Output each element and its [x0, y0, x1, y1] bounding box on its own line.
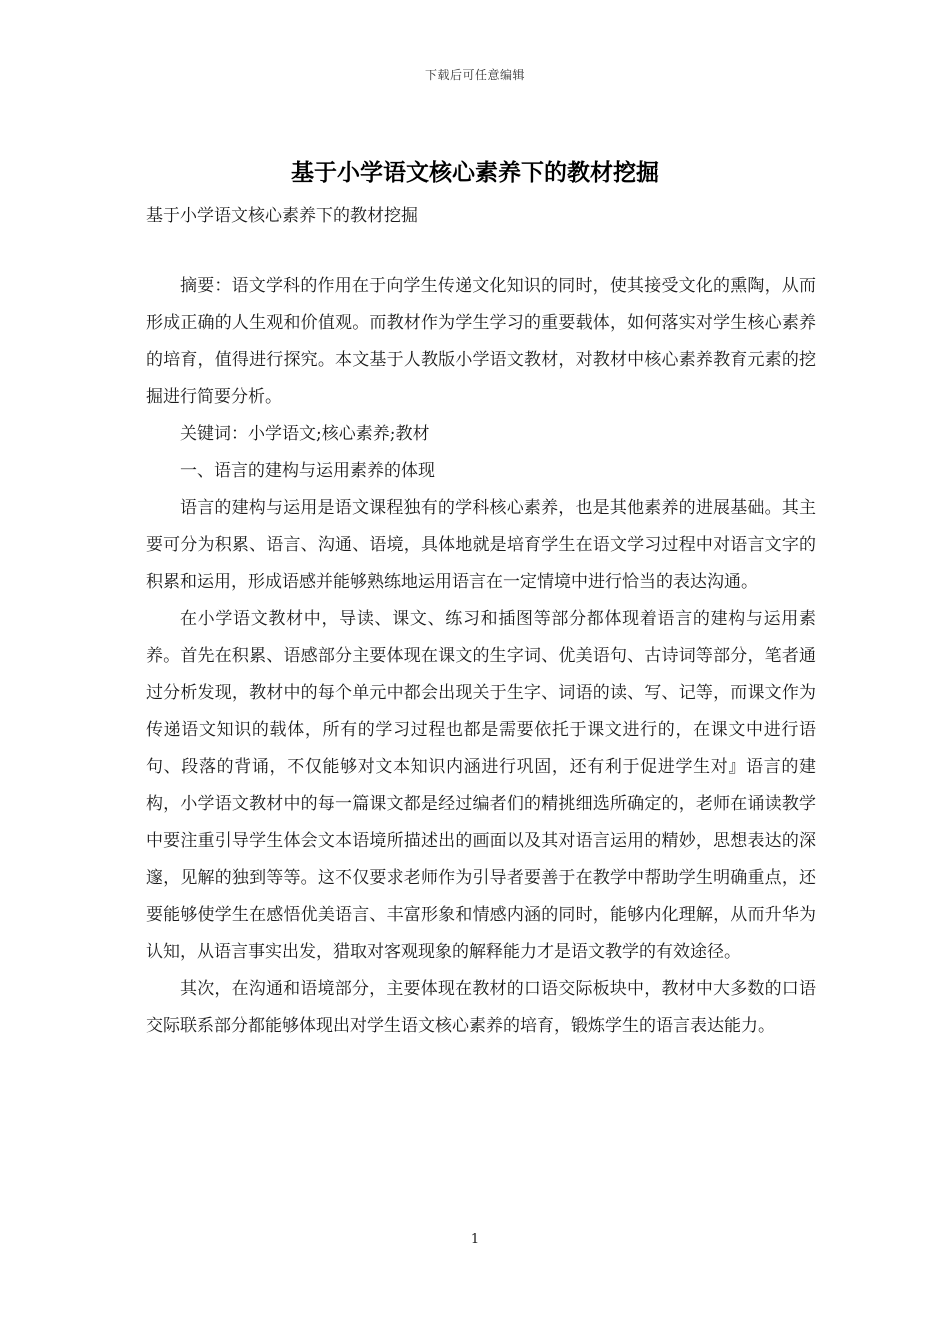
page-header-note: 下载后可任意编辑 [424, 68, 525, 82]
body-paragraph: 在小学语文教材中，导读、课文、练习和插图等部分都体现着语言的建构与运用素养。首先在积累、语感部分主要体现在课文的生字词、优美语句、古诗词等部分，笔者通过分析发现，教材中的每个单元中都会出现关于生字、词语的读、写、记等，而课文作为传递语文知识的载体，所有的学习过程也都是需要依托于课文进行的，在课文中进行语句、段落的背诵，不仅能够对文本知识内涵进行巩固，还有利于促进学生对』语言的建构，小学语文教材中的每一篇课文都是经过编者们的精挑细选所确定的，老师在诵读教学中要注重引导学生体会文本语境所描述出的画面以及其对语言运用的精妙，思想表达的深邃，见解的独到等等。这不仅要求老师作为引导者要善于在教学中帮助学生明确重点，还要能够使学生在感悟优美语言、丰富形象和情感内涵的同时，能够内化理解，从而升华为认知，从语言事实出发，猎取对客观现象的解释能力才是语文教学的有效途径。 [146, 609, 816, 962]
document-body [146, 268, 816, 1045]
document-subtitle: 基于小学语文核心素养下的教材挖掘 [146, 206, 418, 226]
body-paragraph: 其次，在沟通和语境部分，主要体现在教材的口语交际板块中，教材中大多数的口语交际联系部分都能够体现出对学生语文核心素养的培育，锻炼学生的语言表达能力。 [146, 979, 816, 1036]
body-paragraph: 语言的建构与运用是语文课程独有的学科核心素养，也是其他素养的进展基础。其主要可分为积累、语言、沟通、语境，具体地就是培育学生在语文学习过程中对语言文字的积累和运用，形成语感并能够熟练地运用语言在一定情境中进行恰当的表达沟通。 [146, 498, 816, 592]
document-title: 基于小学语文核心素养下的教材挖掘 [291, 159, 659, 186]
keywords-paragraph: 关键词：小学语文;核心素养;教材 [180, 424, 430, 444]
section-heading: 一、语言的建构与运用素养的体现 [180, 461, 435, 481]
page-number: 1 [470, 1232, 480, 1247]
abstract-paragraph: 摘要：语文学科的作用在于向学生传递文化知识的同时，使其接受文化的熏陶，从而形成正确的人生观和价值观。而教材作为学生学习的重要载体，如何落实对学生核心素养的培育，值得进行探究。本文基于人教版小学语文教材，对教材中核心素养教育元素的挖掘进行简要分析。 [146, 276, 816, 407]
